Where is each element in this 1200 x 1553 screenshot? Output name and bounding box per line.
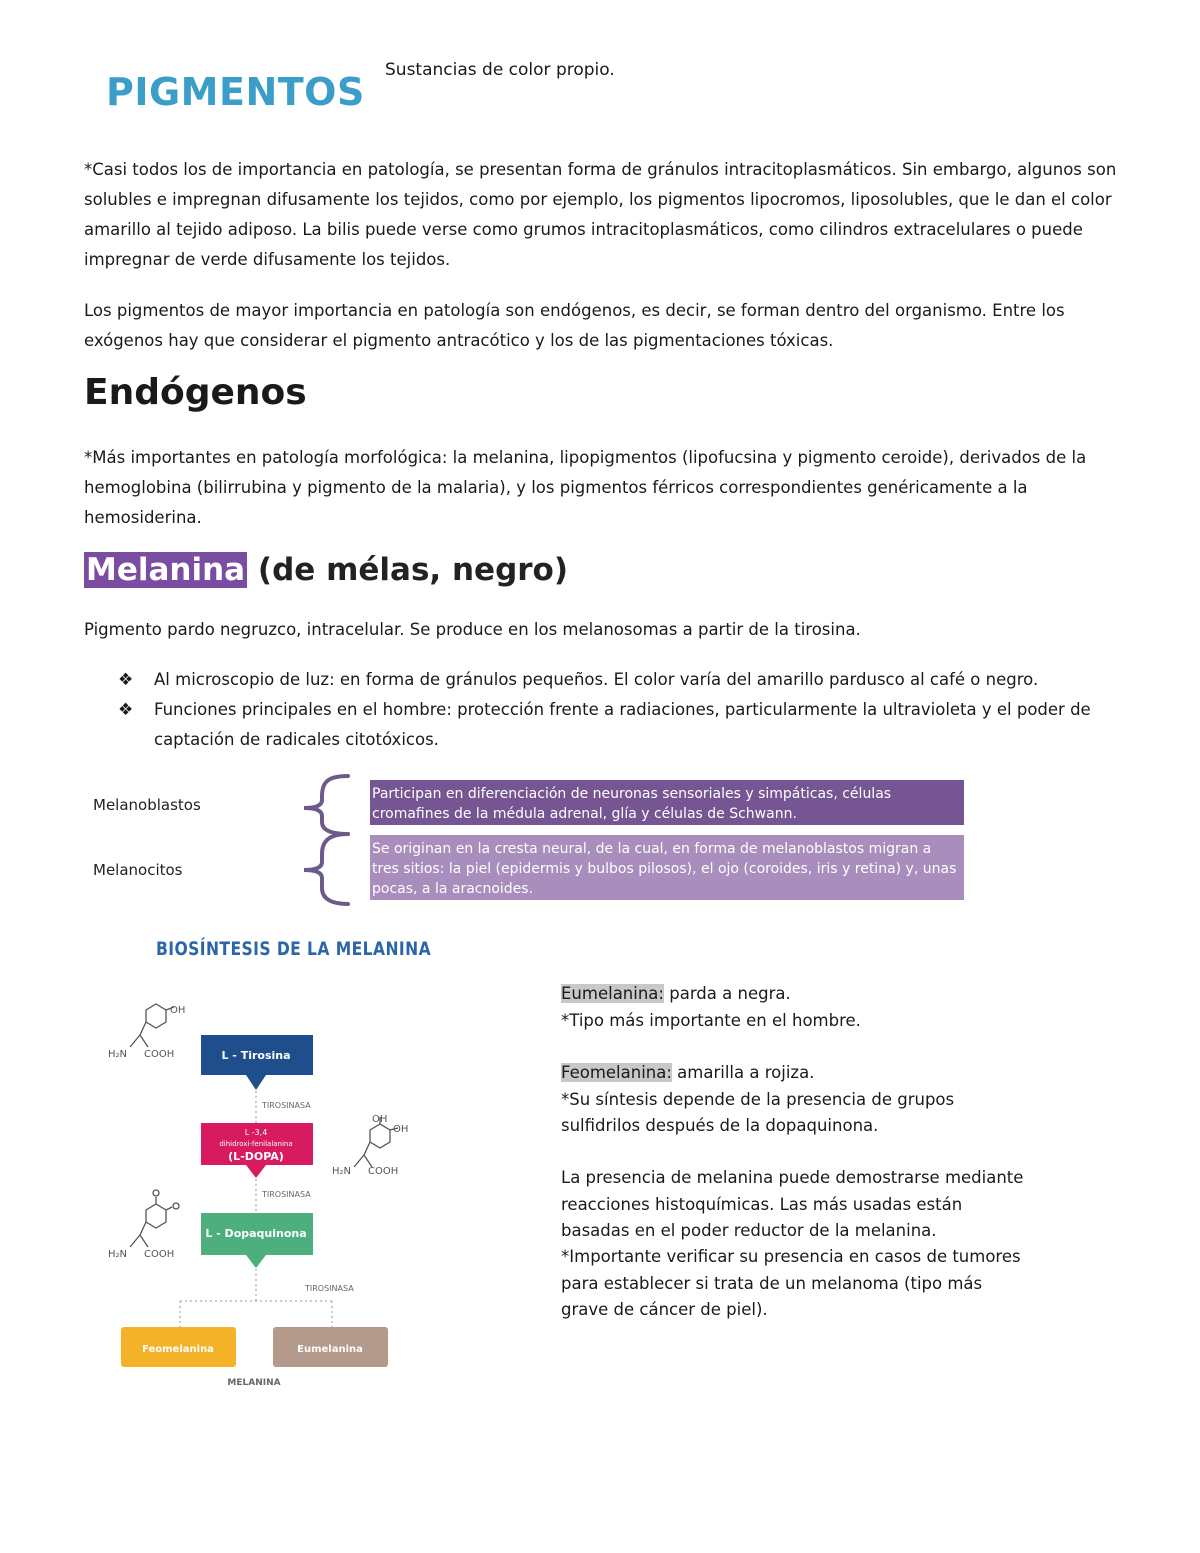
tirosina-label: L - Tirosina — [221, 1049, 291, 1062]
melanina-bottom-label: MELANINA — [227, 1378, 281, 1388]
enzyme-label: TIROSINASA — [305, 1284, 354, 1293]
enzyme-label: TIROSINASA — [262, 1101, 311, 1110]
page-title: PIGMENTOS — [106, 70, 365, 114]
intro-paragraph-2: Los pigmentos de mayor importancia en patología son endógenos, es decir, se forman dentro del organismo. Entre los exógenos hay que considerar el pigmento antracótico y los de las pigmentaciones tóxicas. — [84, 301, 1065, 350]
list-item — [118, 695, 1123, 755]
chem-label: COOH — [144, 1249, 175, 1260]
section-heading-endogenos: Endógenos — [84, 372, 307, 413]
feomelanina-label: Feomelanina — [142, 1344, 214, 1355]
eumelanina-term: Eumelanina: — [561, 984, 664, 1003]
feomelanina-desc: amarilla a rojiza. — [671, 1063, 815, 1082]
list-item — [118, 665, 1123, 695]
ldopa-label-line2: dihidroxi-fenilalanina — [219, 1140, 293, 1148]
chem-label: OH — [372, 1114, 388, 1125]
chem-label: H₂N — [332, 1166, 352, 1177]
bullet-text: Funciones principales en el hombre: protección frente a radiaciones, particularmente la ultravioleta y el poder de captación de radicales citotóxicos. — [154, 700, 1091, 749]
figure-title: BIOSÍNTESIS DE LA MELANINA — [156, 938, 432, 960]
tirosina-node — [201, 1035, 313, 1090]
brace-icon — [298, 772, 354, 908]
page-subtitle: Sustancias de color propio. — [385, 60, 615, 80]
endogenos-paragraph: *Más importantes en patología morfológica: la melanina, lipopigmentos (lipofucsina y pigmento ceroide), derivados de la hemoglobina (bilirrubina y pigmento de la malaria), y los pigmentos férricos correspondientes genéricamente a la hemosiderina. — [84, 448, 1087, 527]
feomelanina-line — [561, 1060, 1031, 1087]
chem-label: H₂N — [108, 1049, 128, 1060]
melanin-biosynthesis-diagram — [100, 995, 420, 1395]
melanina-paragraph: Pigmento pardo negruzco, intracelular. Se produce en los melanosomas a partir de la tirosina. — [84, 620, 861, 639]
diamond-bullet-icon: ❖ — [118, 670, 134, 690]
eumelanina-line — [561, 981, 1031, 1008]
dopaquinona-node — [201, 1213, 313, 1268]
histochemistry-paragraph: La presencia de melanina puede demostrarse mediante reacciones histoquímicas. Las más usadas están basadas en el poder reductor de la melanina. — [561, 1168, 1024, 1240]
feomelanina-block — [561, 1060, 1031, 1140]
feomelanina-note: *Su síntesis depende de la presencia de grupos sulfidrilos después de la dopaquinona. — [561, 1089, 955, 1135]
ldopa-label-line3: (L-DOPA) — [228, 1150, 284, 1163]
melanoma-paragraph: *Importante verificar su presencia en casos de tumores para establecer si trata de un melanoma (tipo más grave de cáncer de piel). — [561, 1247, 1021, 1319]
chem-label: H₂N — [108, 1249, 128, 1260]
bullet-text: Al microscopio de luz: en forma de gránulos pequeños. El color varía del amarillo pardusco al café o negro. — [154, 670, 1039, 689]
eumelanina-desc: parda a negra. — [663, 984, 791, 1003]
heading-highlight: Melanina — [86, 552, 246, 588]
chem-label: OH — [170, 1005, 186, 1016]
dopaquinona-label: L - Dopaquinona — [205, 1227, 307, 1240]
tyrosine-structure-icon — [130, 1004, 174, 1047]
chem-label: COOH — [368, 1166, 399, 1177]
eumelanina-block — [561, 981, 1031, 1034]
eumelanina-label: Eumelanina — [297, 1344, 363, 1355]
melanina-bullet-list — [118, 665, 1123, 755]
melanoblastos-description-box: Participan en diferenciación de neuronas sensoriales y simpáticas, células cromafines de la médula adrenal, glía y células de Schwann. — [370, 780, 964, 825]
chem-label: OH — [393, 1124, 409, 1135]
ldopa-label-line1: L -3,4 — [244, 1128, 268, 1137]
intro-paragraph-1: *Casi todos los de importancia en patología, se presentan forma de gránulos intracitoplasmáticos. Sin embargo, algunos son solubles e impregnan difusamente los tejidos, como por ejemplo, los pigmentos lipocromos, liposolubles, que le dan el color amarillo al tejido adiposo. La bilis puede verse como grumos intracitoplasmáticos, como cilindros extracelulares o puede impregnar de verde difusamente los tejidos. — [84, 160, 1117, 269]
eumelanina-note: *Tipo más importante en el hombre. — [561, 1010, 861, 1030]
section-heading-melanina — [84, 552, 568, 588]
heading-rest: (de mélas, negro) — [247, 552, 569, 588]
label-melanoblastos: Melanoblastos — [93, 796, 201, 814]
label-melanocitos: Melanocitos — [93, 861, 183, 879]
dopaquinone-structure-icon — [130, 1190, 179, 1247]
melanocitos-description-box: Se originan en la cresta neural, de la cual, en forma de melanoblastos migran a tres sitios: la piel (epidermis y bulbos pilosos), el ojo (coroides, iris y retina) y, unas pocas, a la aracnoides. — [370, 835, 964, 900]
enzyme-label: TIROSINASA — [262, 1190, 311, 1199]
diamond-bullet-icon: ❖ — [118, 700, 134, 720]
chem-label: COOH — [144, 1049, 175, 1060]
feomelanina-term: Feomelanina: — [561, 1063, 672, 1082]
